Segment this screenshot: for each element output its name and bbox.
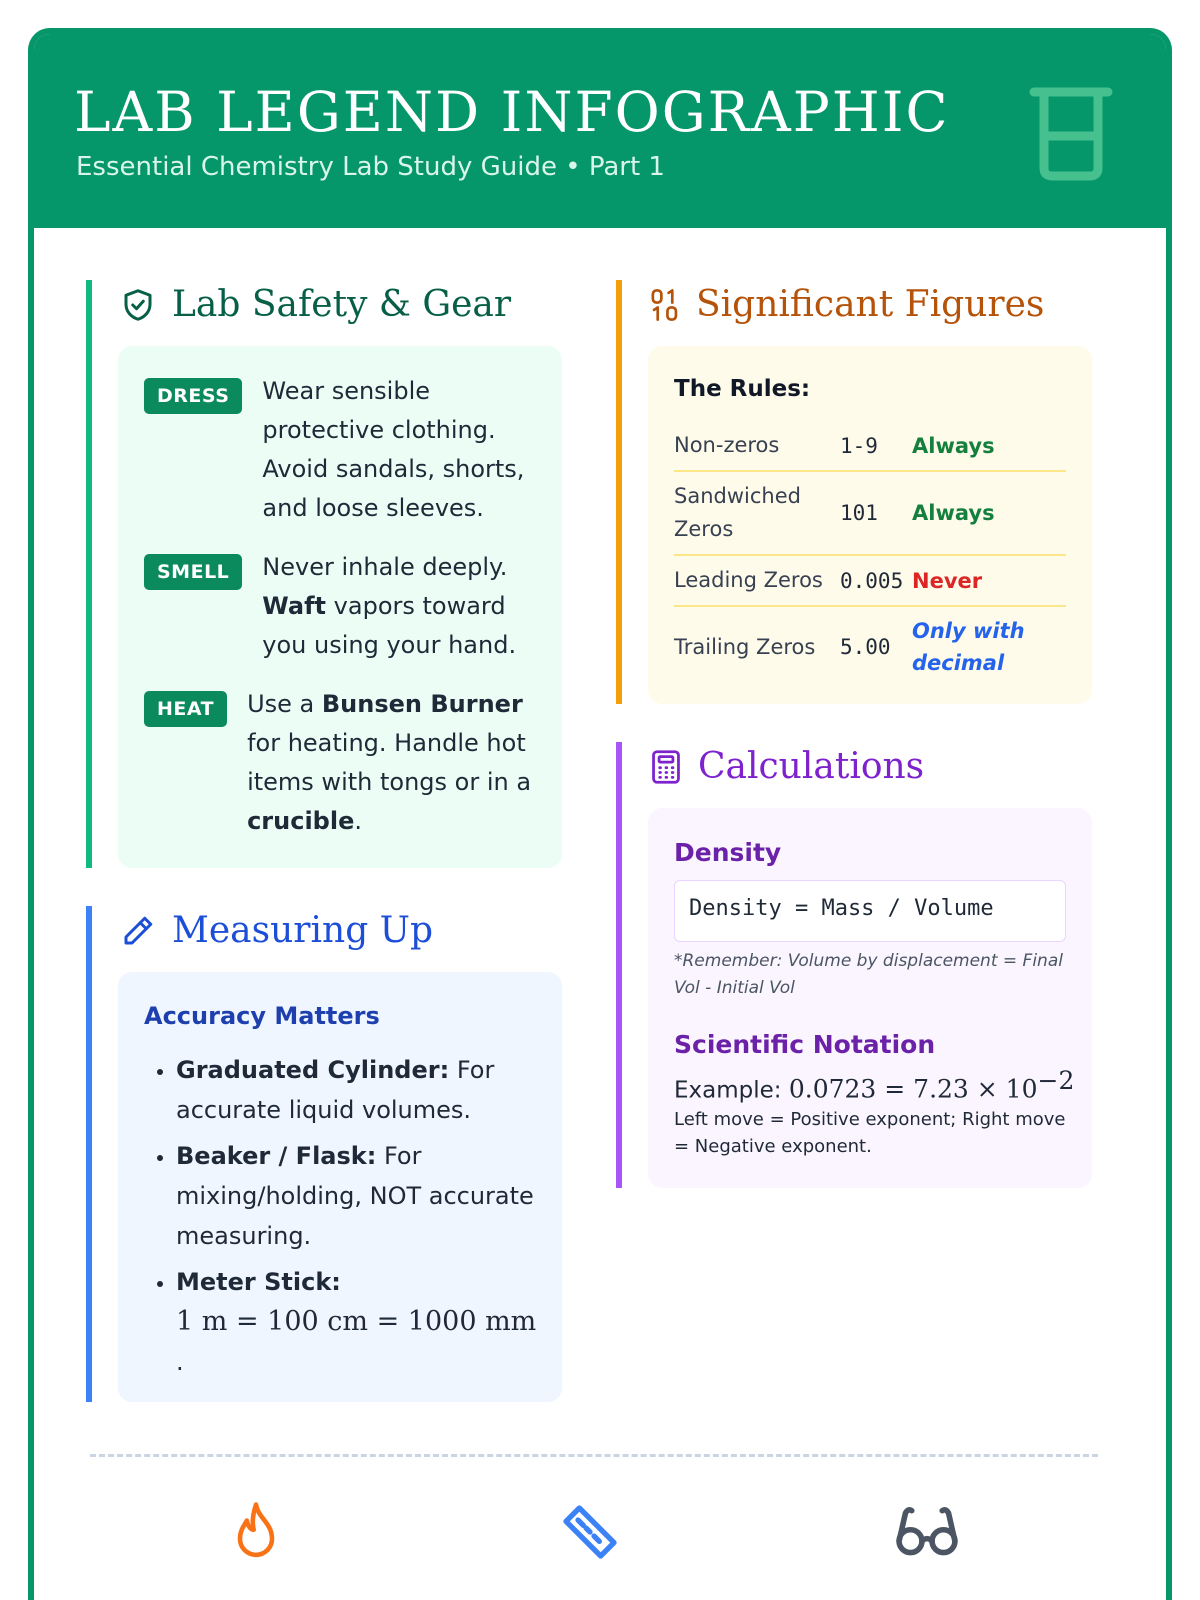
beaker-icon (1026, 84, 1116, 184)
ruler-icon (558, 1500, 622, 1564)
density-title: Density (674, 838, 782, 867)
list-item-beaker: • Beaker / Flask: For mixing/holding, NOT accurate measuring. (176, 1136, 546, 1256)
smell-tag: SMELL (144, 554, 242, 590)
exponent-rule-note: Left move = Positive exponent; Right move = Negative exponent. (674, 1109, 1066, 1157)
page-title: LAB LEGEND INFOGRAPHIC (74, 80, 950, 144)
sigfigs-accent-bar (616, 280, 622, 704)
dress-text: Wear sensible protective clothing. Avoid sandals, shorts, and loose sleeves. (262, 377, 525, 522)
rule-example: 1-9 (840, 421, 912, 471)
flame-icon (228, 1500, 284, 1564)
rules-title: The Rules: (674, 376, 811, 402)
sigfigs-box (648, 346, 1092, 704)
sci-notation-example: Example: $0.0723 = 7.23 \times 10^{-2}$ (674, 1066, 1075, 1104)
heat-tag: HEAT (144, 691, 227, 727)
measuring-heading (120, 910, 433, 951)
calculations-title: Calculations (698, 746, 925, 787)
pencil-icon (120, 913, 156, 949)
table-row (674, 555, 1066, 606)
smell-text: Never inhale deeply. Waft vapors toward you using your hand. (262, 553, 517, 659)
safety-item-heat (144, 685, 544, 841)
safety-section (86, 280, 566, 868)
rule-name: Non-zeros (674, 421, 840, 471)
table-row (674, 471, 1066, 555)
list-item-meter-stick: • Meter Stick: 1 m = 100 cm = 1000 mm . (176, 1262, 546, 1382)
page-subtitle: Essential Chemistry Lab Study Guide • Part 1 (76, 152, 665, 182)
rule-example: 0.005 (840, 555, 912, 606)
measuring-box (118, 972, 562, 1402)
glasses-icon (894, 1500, 960, 1562)
displacement-note: *Remember: Volume by displacement = Final Vol - Initial Vol (674, 951, 1063, 998)
rule-example: 101 (840, 471, 912, 555)
rule-result: Only with decimal (912, 619, 1025, 675)
rule-example: 5.00 (840, 635, 891, 659)
calculations-box (648, 808, 1092, 1188)
safety-box (118, 346, 562, 868)
density-formula: Density = Mass / Volume (674, 880, 1066, 942)
header (34, 34, 1166, 228)
rule-result: Never (912, 555, 1066, 606)
list-item-graduated-cylinder: • Graduated Cylinder: For accurate liquid volumes. (176, 1050, 546, 1130)
rule-name: Leading Zeros (674, 555, 840, 606)
sci-notation-title: Scientific Notation (674, 1030, 936, 1059)
infographic-card (28, 28, 1172, 1600)
dress-tag: DRESS (144, 378, 242, 414)
calculations-section (616, 742, 1096, 1188)
shield-check-icon (120, 287, 156, 323)
measuring-title: Measuring Up (172, 910, 434, 951)
safety-title: Lab Safety & Gear (172, 284, 512, 325)
heat-text: Use a Bunsen Burner for heating. Handle hot items with tongs or in a crucible. (247, 690, 532, 835)
meter-conversion: 1 m = 100 cm = 1000 mm (176, 1306, 537, 1337)
sigfigs-section (616, 280, 1096, 704)
measuring-accent-bar (86, 906, 92, 1402)
equipment-list (176, 1050, 546, 1388)
rule-result: Always (912, 421, 1066, 471)
sigfigs-heading (650, 284, 1044, 325)
divider (90, 1454, 1098, 1457)
sigfigs-title: Significant Figures (696, 284, 1045, 325)
rule-result: Always (912, 471, 1066, 555)
safety-item-dress (144, 372, 544, 528)
safety-item-smell (144, 548, 544, 665)
calculator-icon (650, 749, 682, 785)
calculations-accent-bar (616, 742, 622, 1188)
measuring-section (86, 906, 566, 1402)
table-row (674, 421, 1066, 471)
rule-name: Sandwiched Zeros (674, 471, 840, 555)
rule-name: Trailing Zeros (674, 634, 816, 659)
calculations-heading (650, 746, 924, 787)
safety-accent-bar (86, 280, 92, 868)
table-row (674, 606, 1066, 687)
accuracy-subtitle: Accuracy Matters (144, 1002, 380, 1030)
sigfigs-table (674, 421, 1066, 687)
binary-icon (650, 288, 680, 322)
safety-heading (120, 284, 511, 325)
